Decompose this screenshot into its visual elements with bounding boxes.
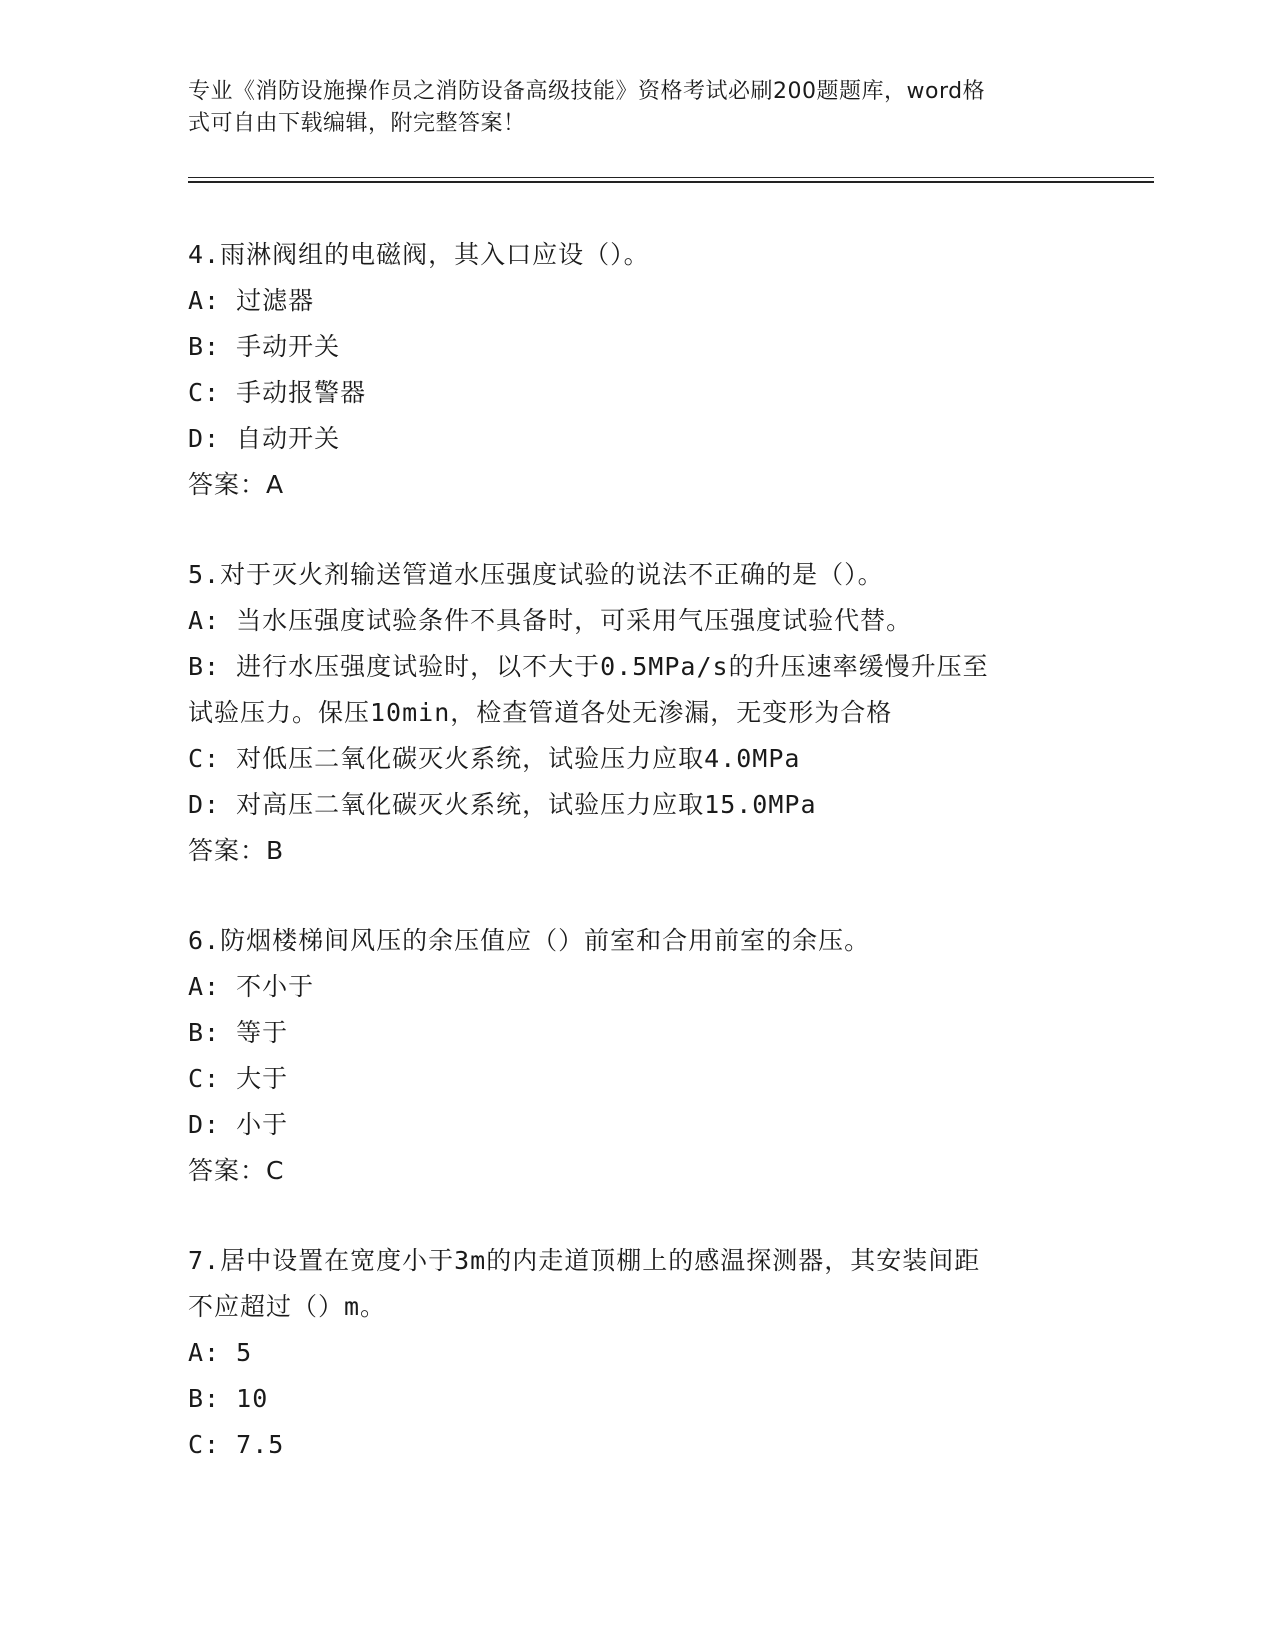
header-line-1: 专业《消防设施操作员之消防设备高级技能》资格考试必刷200题题库，word格 [188,79,986,104]
option-a: A: 不小于 [188,972,315,1001]
option-a: A: 当水压强度试验条件不具备时，可采用气压强度试验代替。 [188,606,913,635]
question-7 [188,1238,1088,1468]
question-stem: 6.防烟楼梯间风压的余压值应（）前室和合用前室的余压。 [188,926,871,955]
question-list [188,232,1088,1468]
option-c: C: 大于 [188,1064,289,1093]
option-a: A: 5 [188,1338,253,1367]
question-stem: 7.居中设置在宽度小于3m的内走道顶棚上的感温探测器，其安装间距 [188,1246,981,1275]
header-line-2: 式可自由下载编辑，附完整答案！ [188,111,526,136]
question-4 [188,232,1088,508]
option-b-continued: 试验压力。保压10min，检查管道各处无渗漏，无变形为合格 [188,698,893,727]
option-b: B: 进行水压强度试验时，以不大于0.5MPa/s的升压速率缓慢升压至 [188,652,989,681]
question-6 [188,918,1088,1194]
option-b: B: 等于 [188,1018,289,1047]
option-d: D: 自动开关 [188,424,341,453]
option-c: C: 对低压二氧化碳灭火系统，试验压力应取4.0MPa [188,744,801,773]
answer: 答案：A [188,470,285,499]
question-stem: 5.对于灭火剂输送管道水压强度试验的说法不正确的是（）。 [188,560,884,589]
question-5 [188,552,1088,874]
header-divider-thick [188,181,1154,183]
option-b: B: 10 [188,1384,269,1413]
option-c: C: 手动报警器 [188,378,367,407]
option-c: C: 7.5 [188,1430,285,1459]
answer: 答案：C [188,1156,285,1185]
document-header [188,76,1088,140]
question-stem: 4.雨淋阀组的电磁阀，其入口应设（）。 [188,240,650,269]
answer: 答案：B [188,836,285,865]
option-d: D: 小于 [188,1110,289,1139]
option-a: A: 过滤器 [188,286,315,315]
option-d: D: 对高压二氧化碳灭火系统，试验压力应取15.0MPa [188,790,817,819]
header-divider-thin [188,177,1154,178]
question-stem-continued: 不应超过（）m。 [188,1292,387,1321]
option-b: B: 手动开关 [188,332,341,361]
